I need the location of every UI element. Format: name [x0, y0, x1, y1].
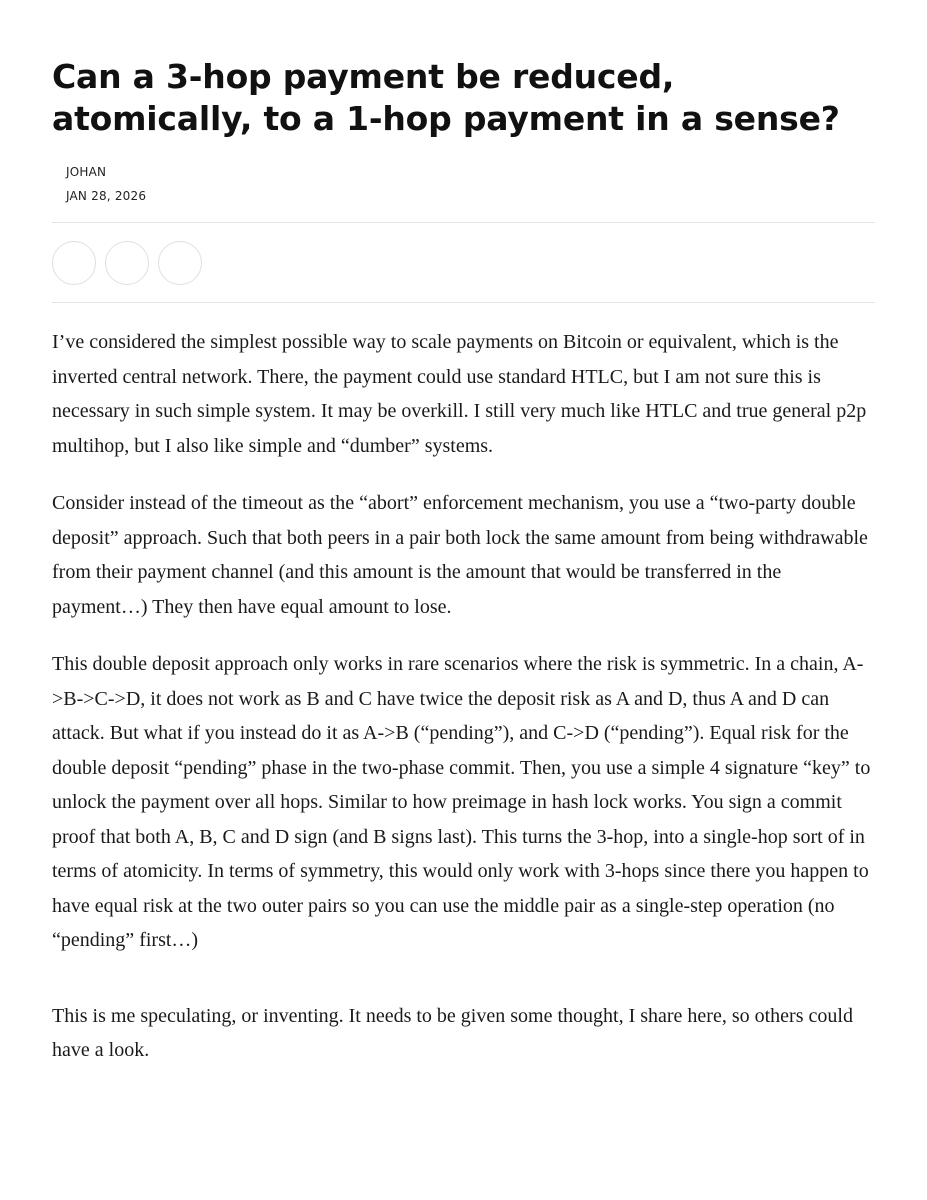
post-meta	[52, 160, 875, 208]
share-buttons	[52, 223, 875, 302]
share-button-3[interactable]	[158, 241, 202, 285]
author-name[interactable]: JOHAN	[66, 165, 107, 179]
body-paragraph-1: I’ve considered the simplest possible way to scale payments on Bitcoin or equivalent, which is the inverted central network. There, the payment could use standard HTLC, but I am not sure this is necessary in such simple system. It may be overkill. I still very much like HTLC and true general p2p multihop, but I also like simple and “dumber” systems.	[52, 331, 867, 457]
share-button-1[interactable]	[52, 241, 96, 285]
body-paragraph-4: This is me speculating, or inventing. It needs to be given some thought, I share here, so others could have a look.	[52, 1004, 853, 1061]
divider-bottom	[52, 302, 875, 303]
body-paragraph-2: Consider instead of the timeout as the “abort” enforcement mechanism, you use a “two-party double deposit” approach. Such that both peers in a pair both lock the same amount from being withdrawable from their payment channel (and this amount is the amount that would be transferred in the payment…) They then have equal amount to lose.	[52, 492, 868, 618]
post-date: JAN 28, 2026	[66, 189, 147, 203]
post-body	[52, 325, 875, 1068]
body-paragraph-3: This double deposit approach only works in rare scenarios where the risk is symmetric. In a chain, A->B->C->D, it does not work as B and C have twice the deposit risk as A and D, thus A and D can attack. But what if you instead do it as A->B (“pending”), and C->D (“pending”). Equal risk for the double deposit “pending” phase in the two-phase commit. Then, you use a simple 4 signature “key” to unlock the payment over all hops. Similar to how preimage in hash lock works. You sign a commit proof that both A, B, C and D sign (and B signs last). This turns the 3-hop, into a single-hop sort of in terms of atomicity. In terms of symmetry, this would only work with 3-hops since there you happen to have equal risk at the two outer pairs so you can use the middle pair as a single-step operation (no “pending” first…)	[52, 653, 871, 951]
post-title: Can a 3-hop payment be reduced, atomically, to a 1-hop payment in a sense?	[52, 57, 840, 138]
share-button-2[interactable]	[105, 241, 149, 285]
